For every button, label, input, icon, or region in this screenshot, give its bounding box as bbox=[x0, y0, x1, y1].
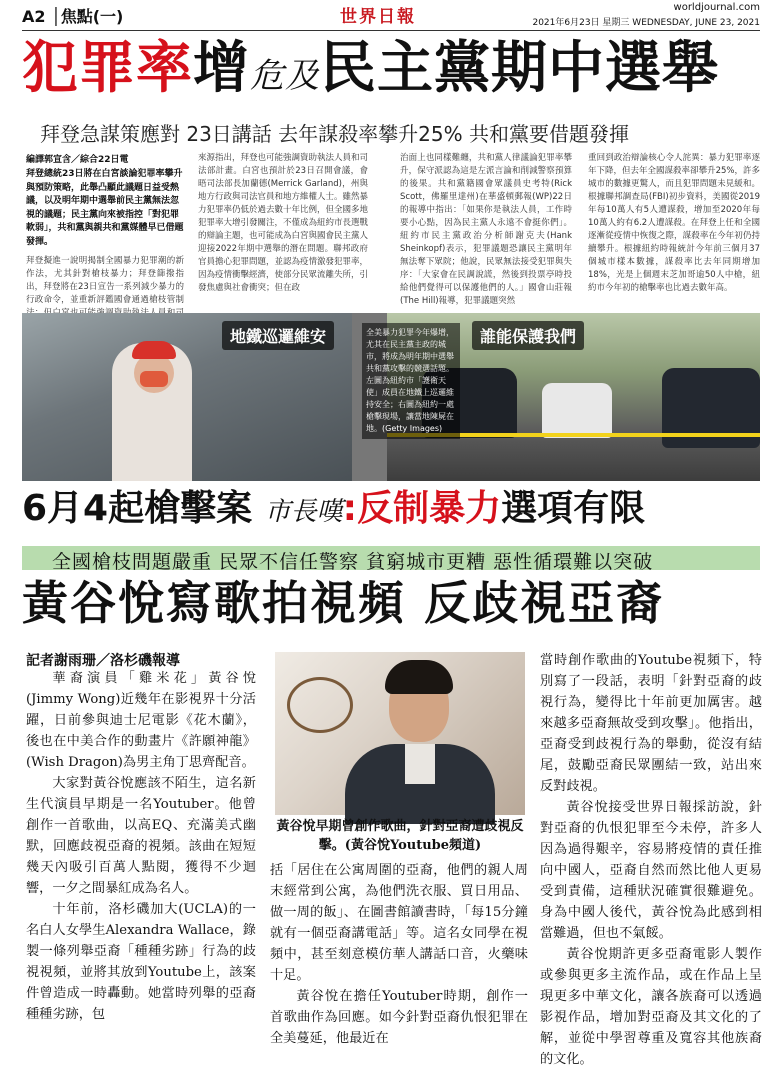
paragraph: 當時創作歌曲的Youtube視頻下，特別寫了一段話，表明「針對亞裔的歧視行為，變得比十年前更加厲害。越來越多亞裔無故受到攻擊」。他指出，亞裔受到歧視行為的舉動，從沒有結尾，鼓勵亞裔民眾團結一致，站出來反對歧視。 bbox=[540, 653, 762, 794]
paragraph: 黃谷悅期許更多亞裔電影人製作或參與更多主流作品，或在作品上呈現更多中華文化，讓各族裔可以透過影視作品，增加對亞裔及其文化的了解，並從中學習尊重及寬容其他族裔的文化。 bbox=[540, 947, 762, 1067]
jimmy-wong-photo bbox=[275, 652, 525, 815]
headline-handwritten-part: 市長嘆 bbox=[264, 497, 343, 527]
white-car-icon bbox=[542, 383, 612, 438]
guitar-icon bbox=[287, 677, 353, 733]
story3-byline: 記者謝雨珊／洛杉磯報導 bbox=[26, 653, 180, 669]
paragraph: 大家對黃谷悅應該不陌生，這名新生代演員早期是一名Youtuber。他曾創作一首歌曲，以高EQ、充滿美式幽默，回應歧視亞裔的視頻。該曲在短短幾天內吸引百萬人點閱，獲得不少迴響，一夕之間暴紅成為名人。 bbox=[26, 776, 256, 896]
story1-column-3: 治面上也同樣難纏，共和黨人律議論犯罪率攀升，保守派認為這是左派言論和削減警察預算的後果。共和黨籍國會眾議員史考特(Rick Scott，佛羅里達州)在華盛頓郵報(WP)22日的報導中指出：「如果你是執法人員，工作時要小心點，因為民主黨人永遠不會挺你們」。紐約市民主黨政治分析師謝克夫(Hank Sheinkopf)表示，犯罪議題恐讓民主黨明年無法奪下眾院；他說，民眾無法接受犯罪與失序：「大家會在民調說謊，然後到投票亭時投給他們覺得可以保護他們的人。」國會山莊報(The Hill)報導，犯罪議題突然 bbox=[400, 153, 572, 306]
photo-tag-subway: 地鐵巡邏維安 bbox=[222, 321, 334, 350]
site-url[interactable]: worldjournal.com bbox=[673, 2, 760, 13]
red-beret-icon bbox=[132, 341, 176, 359]
paragraph: 華裔演員「雞米花」黃谷悅(Jimmy Wong)近幾年在影視界十分活躍，日前參與迪士尼電影《花木蘭》，後也在中美合作的動畫片《許願神龍》(Wish Dragon)為男主角丁思齊配音。 bbox=[26, 671, 256, 770]
issue-date: 2021年6月23日 星期三 WEDNESDAY, JUNE 23, 2021 bbox=[532, 18, 760, 28]
story2-banner: 全國槍枝問題嚴重 民眾不信任警察 貧窮城市更糟 惡性循環難以突破 bbox=[52, 551, 654, 573]
story3-headline: 黃谷悅寫歌拍視頻 反歧視亞裔 bbox=[22, 576, 665, 630]
newspaper-logo: 世界日報 bbox=[340, 7, 416, 27]
photo-caption: 全美暴力犯罪今年爆增，尤其在民主黨主政的城市，將成為明年期中選舉共和黨攻擊的競選話題。左圖為紐約市「護衛天使」成員在地鐵上巡邏維持安全；右圖為紐約一處槍擊現場，讓當地陳屍在地。(Getty Images) bbox=[362, 323, 460, 439]
headline-red-part: 犯罪率 bbox=[22, 36, 193, 101]
photo-caption-2: 黃谷悅早期曾創作歌曲，針對亞裔遭歧視反擊。(黃谷悅Youtube頻道) bbox=[276, 819, 524, 853]
paragraph: 黃谷悅接受世界日報採訪說，針對亞裔的仇恨犯罪至今未停，許多人因為過得艱辛，容易將疫情的責任推向中國人，亞裔自然而然比他人更易受到責備，這種狀況確實很難避免。身為中國人後代，黃谷悅為此感到相當難過，但也不氣餒。 bbox=[540, 800, 762, 941]
headline-part: 6月4起槍擊案 bbox=[22, 488, 253, 529]
face-mask-icon bbox=[140, 371, 168, 387]
headline-part: 民主黨期中選舉 bbox=[320, 36, 719, 101]
story3-column-2 bbox=[270, 860, 528, 1046]
story3-column-1 bbox=[26, 668, 256, 1020]
headline-handwritten-part: 危及 bbox=[250, 56, 320, 96]
story1-headline bbox=[22, 38, 719, 107]
headline-part: 增 bbox=[193, 36, 250, 101]
person-hair bbox=[385, 660, 453, 694]
story1-lead: 拜登總統23日將在白宮談論犯罪率攀升與預防策略，此舉凸顯此議題日益受熱議，以及明年期中選舉前民主黨無法忽視的議題；民主黨向來被指控「對犯罪軟弱」，共和黨與親共和黨媒體早已借題發揮。 bbox=[26, 169, 184, 247]
photo-band bbox=[22, 313, 760, 481]
section-label: A2 │焦點(一) bbox=[22, 7, 124, 26]
paragraph: 括「居住在公寓周圍的亞裔，他們的親人周末經常到公寓，為他們洗衣服、買日用品、做一周的飯」、在圖書館讀書時，「每15分鐘就有一個亞裔講電話」等。這名女同學在視頻中，甚至刻意模仿華人講話口音，火藥味十足。 bbox=[270, 863, 528, 983]
person-shirt bbox=[405, 744, 435, 784]
header-divider bbox=[22, 30, 760, 31]
story3-column-3 bbox=[540, 650, 762, 1067]
story1-subhead: 拜登急謀策應對 23日講話 去年謀殺率攀升25% 共和黨要借題發揮 bbox=[40, 122, 629, 146]
paragraph: 十年前，洛杉磯加大(UCLA)的一名白人女學生Alexandra Wallace，錄製一條列舉亞裔「種種劣跡」行為的歧視視頻，並將其放到Youtube上，該案件曾造成一時轟動。她當時列舉的亞裔種種劣跡，包 bbox=[26, 902, 256, 1022]
headline-red-part: :反制暴力 bbox=[342, 488, 502, 529]
photo-tag-protect: 誰能保護我們 bbox=[472, 321, 584, 350]
story1-column-1: 拜登擬進一說明揭制全國暴力犯罪潮的新作法，尤其針對槍枝暴力；拜登篩撥指出，拜登將在23日宣告一系列減少暴力的行政命令，並重新評鑑國會通過槍枝管制 bbox=[26, 256, 184, 305]
story2-headline bbox=[22, 488, 645, 533]
story1-byline: 編譯郭宣含／綜合22日電 bbox=[26, 155, 129, 165]
headline-part: 選項有限 bbox=[501, 488, 646, 529]
story1-column-2: 來源指出，拜登也可能強調資助執法人員和司法部計畫。白宮也預計於23日召開會議，會晤司法部長加蘭德(Merrick Garland)，州與地方行政與司法官員和地方維權人士。雖然暴力犯罪率仍低於過去數十年比例，但全國多地犯罪率大增引發關注，不僅成為紐約市長選戰的辯論主題，也可能成為白宮與國會民主黨人迎接2022年期中選舉的潛在問題。聯邦政府官員擔心犯罪問題，並認為疫情激發犯罪率，因為疫情衝擊經濟，使部分民眾流離失所，引發焦慮與社會衝突；但在政 bbox=[198, 153, 369, 293]
story1-column-4: 重回到政治辯論核心令人詫異：暴力犯罪率逐年下降，但去年全國謀殺率卻攀升25%，許多城市的數據更驚人，而且犯罪問題未見緩和。根據聯邦調查局(FBI)初步資料，美國從2019年每10萬人有5人遭謀殺，增加至2020年每10萬人約有6.2人遭謀殺。在拜登上任和全國逐漸從疫情中恢復之際，謀殺率在今年初仍持續攀升。根據紐約時報統計今年前三個月37個城市樣本數據，謀殺率比去年同期增加18%，光是上個週末芝加哥逾50人中槍，紐約市今年初的槍擊率也比過去數年高。 bbox=[588, 153, 760, 293]
paragraph: 黃谷悅在擔任Youtuber時期，創作一首歌曲作為回應。如今針對亞裔仇恨犯罪在全美蔓延，他最近在 bbox=[270, 989, 528, 1046]
